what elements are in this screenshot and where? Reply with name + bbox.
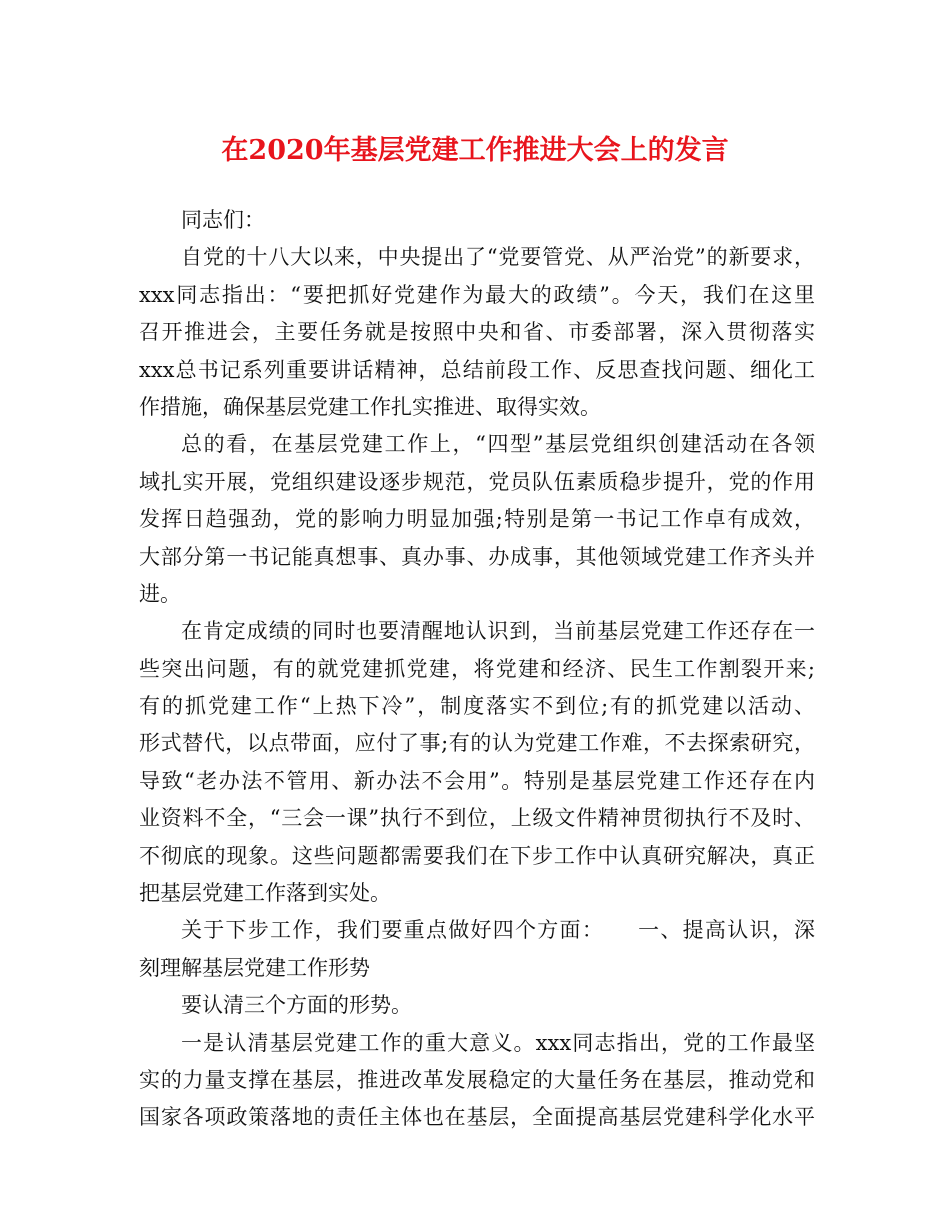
- text-line: 召开推进会，主要任务就是按照中央和省、市委部署，深入贯彻落实: [139, 320, 815, 345]
- text-line: 形式替代，以点带面，应付了事;有的认为党建工作难，不去探索研究，: [139, 731, 815, 756]
- text-line: 作措施，确保基层党建工作扎实推进、取得实效。: [139, 394, 601, 419]
- text-line: 把基层党建工作落到实处。: [139, 881, 391, 906]
- text-line: 实的力量支撑在基层，推进改革发展稳定的大量任务在基层，推动党和: [139, 1067, 815, 1092]
- text-line: 发挥日趋强劲，党的影响力明显加强;特别是第一书记工作卓有成效，: [139, 507, 815, 532]
- text-line: xxx总书记系列重要讲话精神，总结前段工作、反思查找问题、细化工: [139, 357, 815, 382]
- document-title: 在2020年基层党建工作推进大会上的发言: [221, 135, 729, 166]
- text-line: 自党的十八大以来，中央提出了“党要管党、从严治党”的新要求，: [181, 245, 815, 270]
- text-line: xxx同志指出：“要把抓好党建作为最大的政绩”。今天，我们在这里: [139, 282, 815, 307]
- text-line: 总的看，在基层党建工作上，“四型”基层党组织创建活动在各领: [181, 432, 815, 457]
- text-line: 关于下步工作，我们要重点做好四个方面： 一、提高认识，深: [181, 918, 815, 943]
- text-line: 业资料不全，“三会一课”执行不到位，上级文件精神贯彻执行不及时、: [139, 806, 815, 831]
- text-line: 不彻底的现象。这些问题都需要我们在下步工作中认真研究解决，真正: [139, 843, 815, 868]
- text-line: 导致“老办法不管用、新办法不会用”。特别是基层党建工作还存在内: [139, 768, 815, 793]
- text-line: 域扎实开展，党组织建设逐步规范，党员队伍素质稳步提升，党的作用: [139, 469, 815, 494]
- text-line: 进。: [139, 581, 181, 606]
- text-line: 在肯定成绩的同时也要清醒地认识到，当前基层党建工作还存在一: [181, 619, 815, 644]
- text-line: 有的抓党建工作“上热下冷”，制度落实不到位;有的抓党建以活动、: [139, 694, 815, 719]
- text-line: 些突出问题，有的就党建抓党建，将党建和经济、民生工作割裂开来;: [139, 656, 815, 681]
- document-body: [139, 202, 815, 1137]
- text-line: 国家各项政策落地的责任主体也在基层，全面提高基层党建科学化水平: [139, 1105, 815, 1130]
- text-line: 刻理解基层党建工作形势: [139, 955, 370, 980]
- text-line: 一是认清基层党建工作的重大意义。xxx同志指出，党的工作最坚: [181, 1030, 815, 1055]
- text-line: 要认清三个方面的形势。: [181, 993, 412, 1018]
- text-line: 大部分第一书记能真想事、真办事、办成事，其他领域党建工作齐头并: [139, 544, 815, 569]
- text-line: 同志们：: [181, 208, 265, 232]
